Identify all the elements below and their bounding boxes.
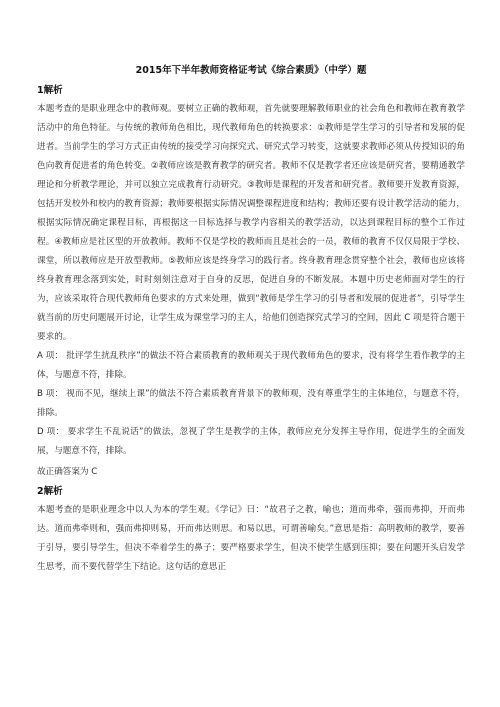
option-d-explanation: D 项： 要求学生不乱说话”的做法，忽视了学生是教学的主体，教师应充分发挥主导作用，促进学生的全面发展，与题意不符，排除。	[37, 427, 465, 456]
section-body: 本题考查的是职业理念中以人为本的学生观。《学记》曰：“故君子之教，喻也；道而弗牵，强而弗抑，开而弗达。道而弗牵则和，强而弗抑则易，开而弗达则思。和易以思，可谓善喻矣。”意思是指：高明教师的教学，要善于引导，要引导学生，但决不牵着学生的鼻子；要严格要求学生，但决不使学生感到压抑；要在问题开头启发学生思考，而不要代替学生下结论。这句话的意思正	[37, 505, 465, 572]
section-heading: 2解析	[37, 486, 63, 497]
section-1	[37, 84, 465, 482]
document-page	[37, 64, 465, 577]
document-title: 2015年下半年教师资格证考试《综合素质》（中学）题	[135, 65, 367, 76]
answer-line: 故正确答案为 C	[37, 467, 98, 477]
section-heading: 1解析	[37, 85, 63, 96]
option-b-explanation: B 项： 视而不见，继续上课”的做法不符合素质教育背景下的教师观，没有尊重学生的主体地位，与题意不符，排除。	[37, 389, 465, 418]
section-body: 本题考查的是职业理念中的教师观。要树立正确的教师观，首先就要理解教师职业的社会角色和教师在教育教学活动中的角色特征。与传统的教师角色相比，现代教师角色的转换要求：①教师是学生学习的引导者和发展的促进者。当前学生的学习方式正由传统的接受学习向探究式、研究式学习转变，这就要求教师必须从传授知识的角色向教育促进者的角色转变。②教师应该是教育教学的研究者。教师不仅是教学者还应该是研究者，要精通教学理论和分析教学理论，并可以独立完成教育行动研究。③教师是课程的开发者和研究者。教师要开发教育资源，包括开发校外和校内的教育资源；教师要根据实际情况调整课程进度和结构；教师还要有设计教学活动的能力，根据实际情况确定课程目标，再根据这一目标选择与教学内容相关的教学活动，以达到课程目标的整个工作过程。④教师应是社区型的开放教师。教师不仅是学校的教师而且是社会的一员，教师的教育不仅仅局限于学校、课堂，所以教师应是开放型教师。⑤教师应该是终身学习的践行者。终身教育理念贯穿整个社会，教师也应该将终身教育理念落到实处，时时刻刻注意对于自身的反思，促进自身的不断发展。本题中历史老师面对学生的行为，应该采取符合现代教师角色要求的方式来处理，做到“教师是学生学习的引导者和发展的促进者”，引导学生就当前的历史问题展开讨论，让学生成为课堂学习的主人，给他们创造探究式学习的空间，因此 C 项是符合题干要求的。	[37, 104, 465, 342]
option-a-explanation: A 项： 批评学生扰乱秩序”的做法不符合素质教育的教师观关于现代教师角色的要求，没有将学生看作教学的主体，与题意不符，排除。	[37, 351, 465, 380]
section-2	[37, 485, 465, 577]
